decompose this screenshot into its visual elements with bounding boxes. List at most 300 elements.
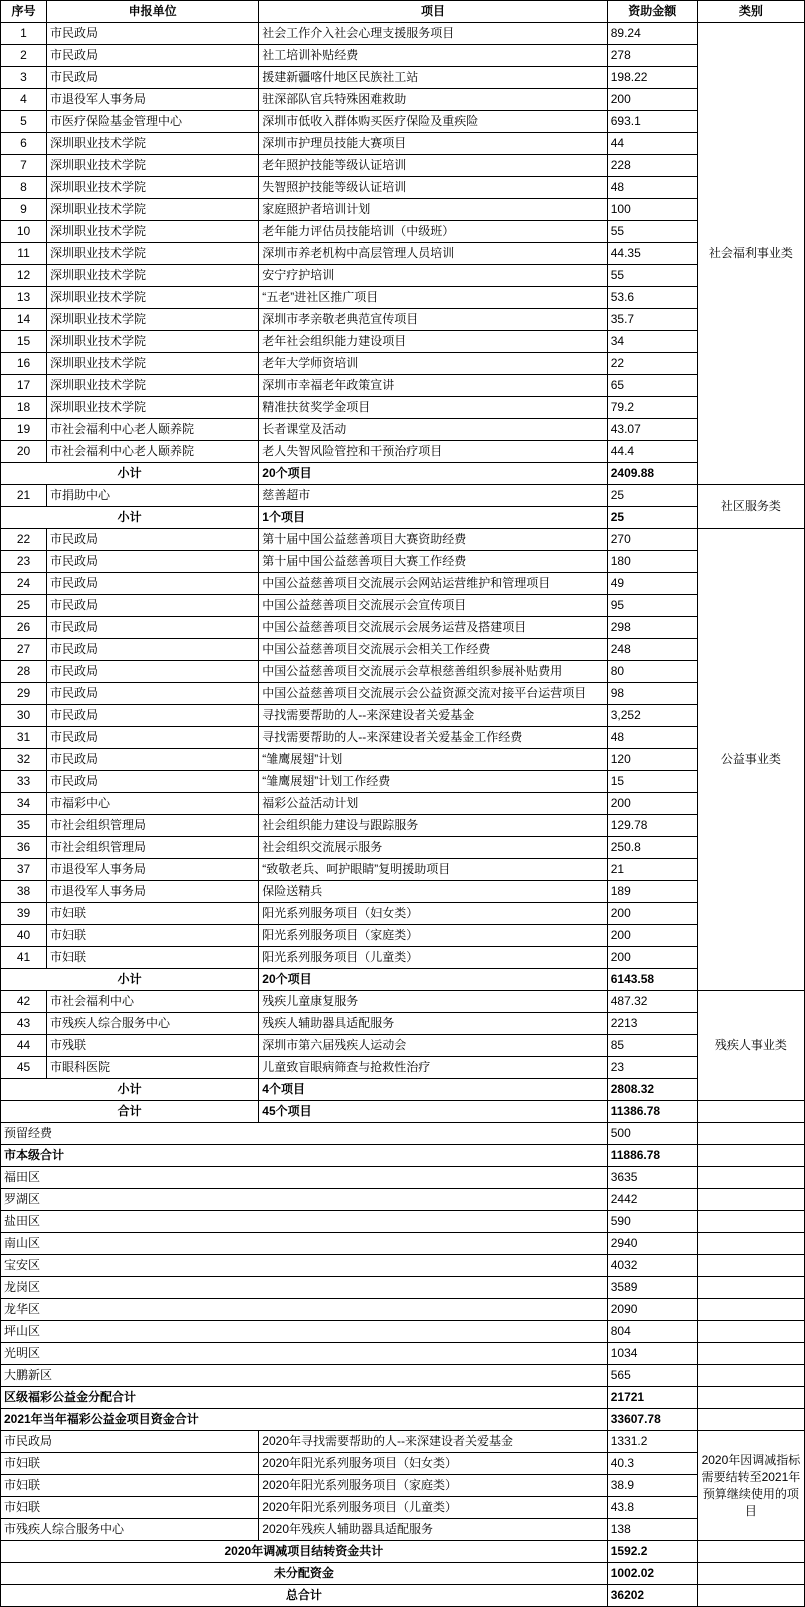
cell-no: 25 <box>1 595 47 617</box>
cell-amount: 79.2 <box>607 397 697 419</box>
cell-project: 老人失智风险管控和干预治疗项目 <box>259 441 607 463</box>
cell-unit: 市民政局 <box>47 771 259 793</box>
table-row <box>1 881 805 903</box>
cell-category-empty <box>697 1541 804 1563</box>
cell-no: 11 <box>1 243 47 265</box>
cell-project: “致敬老兵、呵护眼睛”复明援助项目 <box>259 859 607 881</box>
cell-district-amount: 565 <box>607 1365 697 1387</box>
cell-unit: 市民政局 <box>47 573 259 595</box>
table-row <box>1 815 805 837</box>
cell-unit: 市社会组织管理局 <box>47 837 259 859</box>
table-row <box>1 771 805 793</box>
cell-unit: 市妇联 <box>47 903 259 925</box>
table-row <box>1 683 805 705</box>
cell-unit: 市民政局 <box>47 45 259 67</box>
cell-no: 33 <box>1 771 47 793</box>
cell-category <box>697 529 804 991</box>
cell-carryover-project: 2020年阳光系列服务项目（儿童类） <box>259 1497 607 1519</box>
cell-no: 26 <box>1 617 47 639</box>
cell-carryover-project: 2020年寻找需要帮助的人--来深建设者关爱基金 <box>259 1431 607 1453</box>
cell-amount: 2213 <box>607 1013 697 1035</box>
cell-amount: 180 <box>607 551 697 573</box>
cell-project: 中国公益慈善项目交流展示会展务运营及搭建项目 <box>259 617 607 639</box>
cell-category <box>697 485 804 529</box>
cell-no: 43 <box>1 1013 47 1035</box>
cell-amount: 85 <box>607 1035 697 1057</box>
cell-subtotal-project: 4个项目 <box>259 1079 607 1101</box>
cell-district-total-amount: 21721 <box>607 1387 697 1409</box>
cell-unit: 市福彩中心 <box>47 793 259 815</box>
cell-amount: 35.7 <box>607 309 697 331</box>
cell-amount: 23 <box>607 1057 697 1079</box>
cell-amount: 44 <box>607 133 697 155</box>
table-row <box>1 1013 805 1035</box>
cell-project: 第十届中国公益慈善项目大赛工作经费 <box>259 551 607 573</box>
cell-project: 家庭照护者培训计划 <box>259 199 607 221</box>
cell-unit: 市民政局 <box>47 661 259 683</box>
cell-unit: 深圳职业技术学院 <box>47 177 259 199</box>
table-row <box>1 23 805 45</box>
table-row <box>1 199 805 221</box>
cell-no: 4 <box>1 89 47 111</box>
cell-amount: 49 <box>607 573 697 595</box>
cell-project: 社会工作介入社会心理支援服务项目 <box>259 23 607 45</box>
table-row <box>1 265 805 287</box>
category-label: 2020年因调减指标需要结转至2021年预算继续使用的项目 <box>701 1452 801 1518</box>
cell-subtotal-project: 20个项目 <box>259 969 607 991</box>
category-label: 公益事业类 <box>720 752 781 766</box>
district-row <box>1 1189 805 1211</box>
cell-district-amount: 804 <box>607 1321 697 1343</box>
cell-no: 1 <box>1 23 47 45</box>
cell-amount: 487.32 <box>607 991 697 1013</box>
cell-district-total-label: 区级福彩公益金分配合计 <box>1 1387 608 1409</box>
cell-no: 24 <box>1 573 47 595</box>
cell-unit: 市民政局 <box>47 683 259 705</box>
cell-amount: 55 <box>607 221 697 243</box>
district-total-row <box>1 1387 805 1409</box>
cell-carryover-unit: 市妇联 <box>1 1453 259 1475</box>
cell-district-amount: 2442 <box>607 1189 697 1211</box>
table-row <box>1 111 805 133</box>
cell-project: 长者课堂及活动 <box>259 419 607 441</box>
cell-amount: 44.35 <box>607 243 697 265</box>
cell-no: 37 <box>1 859 47 881</box>
cell-unit: 市民政局 <box>47 727 259 749</box>
cell-no: 27 <box>1 639 47 661</box>
cell-unit: 深圳职业技术学院 <box>47 353 259 375</box>
cell-category-empty <box>697 1167 804 1189</box>
cell-no: 6 <box>1 133 47 155</box>
cell-unit: 市退役军人事务局 <box>47 859 259 881</box>
cell-project: 失智照护技能等级认证培训 <box>259 177 607 199</box>
grand-total-row <box>1 1585 805 1607</box>
subtotal-row <box>1 463 805 485</box>
cell-category-empty <box>697 1365 804 1387</box>
cell-unit: 深圳职业技术学院 <box>47 155 259 177</box>
cell-amount: 89.24 <box>607 23 697 45</box>
cell-no: 18 <box>1 397 47 419</box>
cell-district-name: 宝安区 <box>1 1255 608 1277</box>
cell-category-empty <box>697 1409 804 1431</box>
cell-subtotal-amount: 6143.58 <box>607 969 697 991</box>
cell-subtotal-amount: 2808.32 <box>607 1079 697 1101</box>
district-row <box>1 1255 805 1277</box>
cell-amount: 248 <box>607 639 697 661</box>
table-row <box>1 595 805 617</box>
cell-district-name: 光明区 <box>1 1343 608 1365</box>
cell-district-amount: 2940 <box>607 1233 697 1255</box>
cell-no: 7 <box>1 155 47 177</box>
table-row <box>1 859 805 881</box>
cell-project: 深圳市养老机构中高层管理人员培训 <box>259 243 607 265</box>
cell-unit: 深圳职业技术学院 <box>47 287 259 309</box>
cell-no: 39 <box>1 903 47 925</box>
cell-amount: 100 <box>607 199 697 221</box>
cell-project: 中国公益慈善项目交流展示会宣传项目 <box>259 595 607 617</box>
cell-category-empty <box>697 1387 804 1409</box>
cell-no: 23 <box>1 551 47 573</box>
table-row <box>1 309 805 331</box>
cell-carryover-project: 2020年阳光系列服务项目（妇女类） <box>259 1453 607 1475</box>
table-row <box>1 1057 805 1079</box>
cell-amount: 298 <box>607 617 697 639</box>
cell-district-name: 龙华区 <box>1 1299 608 1321</box>
cell-unit: 市退役军人事务局 <box>47 881 259 903</box>
table-row <box>1 155 805 177</box>
cell-no: 3 <box>1 67 47 89</box>
carryover-row <box>1 1453 805 1475</box>
cell-unit: 市退役军人事务局 <box>47 89 259 111</box>
cell-project: 残疾人辅助器具适配服务 <box>259 1013 607 1035</box>
cell-project: 慈善超市 <box>259 485 607 507</box>
cell-amount: 15 <box>607 771 697 793</box>
cell-carryover-unit: 市民政局 <box>1 1431 259 1453</box>
cell-amount: 200 <box>607 947 697 969</box>
cell-no: 15 <box>1 331 47 353</box>
cell-amount: 98 <box>607 683 697 705</box>
subtotal-row <box>1 969 805 991</box>
cell-total-label: 合计 <box>1 1101 259 1123</box>
cell-subtotal-label: 小计 <box>1 507 259 529</box>
cell-unit: 市捐助中心 <box>47 485 259 507</box>
table-row <box>1 947 805 969</box>
cell-no: 10 <box>1 221 47 243</box>
carryover-row <box>1 1431 805 1453</box>
table-row <box>1 89 805 111</box>
cell-unit: 市民政局 <box>47 749 259 771</box>
column-header-project: 项目 <box>259 1 607 23</box>
cell-no: 32 <box>1 749 47 771</box>
cell-category-empty <box>697 1585 804 1607</box>
cell-project: 中国公益慈善项目交流展示会公益资源交流对接平台运营项目 <box>259 683 607 705</box>
column-header-category: 类别 <box>697 1 804 23</box>
table-row <box>1 177 805 199</box>
cell-district-amount: 2090 <box>607 1299 697 1321</box>
cell-reserve-label: 预留经费 <box>1 1123 608 1145</box>
table-row <box>1 243 805 265</box>
column-header-amount: 资助金额 <box>607 1 697 23</box>
cell-project: 深圳市孝亲敬老典范宣传项目 <box>259 309 607 331</box>
cell-amount: 44.4 <box>607 441 697 463</box>
cell-carryover-amount: 43.8 <box>607 1497 697 1519</box>
carryover-row <box>1 1497 805 1519</box>
cell-district-name: 坪山区 <box>1 1321 608 1343</box>
cell-category-empty <box>697 1211 804 1233</box>
cell-unit: 市眼科医院 <box>47 1057 259 1079</box>
cell-amount: 25 <box>607 485 697 507</box>
subtotal-row <box>1 507 805 529</box>
table-header-row <box>1 1 805 23</box>
cell-amount: 120 <box>607 749 697 771</box>
cell-project: 深圳市低收入群体购买医疗保险及重疾险 <box>259 111 607 133</box>
table-row <box>1 903 805 925</box>
cell-no: 22 <box>1 529 47 551</box>
cell-category-empty <box>697 1255 804 1277</box>
cell-project: “五老”进社区推广项目 <box>259 287 607 309</box>
table-row <box>1 485 805 507</box>
cell-unit: 深圳职业技术学院 <box>47 133 259 155</box>
cell-city-total-label: 市本级合计 <box>1 1145 608 1167</box>
cell-amount: 53.6 <box>607 287 697 309</box>
cell-amount: 693.1 <box>607 111 697 133</box>
table-body <box>1 23 805 1607</box>
cell-district-name: 罗湖区 <box>1 1189 608 1211</box>
cell-amount: 198.22 <box>607 67 697 89</box>
cell-carryover-project: 2020年残疾人辅助器具适配服务 <box>259 1519 607 1541</box>
cell-no: 36 <box>1 837 47 859</box>
cell-amount: 270 <box>607 529 697 551</box>
cell-carryover-total-amount: 1592.2 <box>607 1541 697 1563</box>
cell-carryover-amount: 40.3 <box>607 1453 697 1475</box>
cell-amount: 278 <box>607 45 697 67</box>
cell-unit: 市妇联 <box>47 947 259 969</box>
cell-category-empty <box>697 1563 804 1585</box>
cell-project: 社工培训补贴经费 <box>259 45 607 67</box>
cell-category-empty <box>697 1233 804 1255</box>
cell-no: 40 <box>1 925 47 947</box>
cell-no: 17 <box>1 375 47 397</box>
table-row <box>1 45 805 67</box>
table-row <box>1 67 805 89</box>
cell-unit: 市民政局 <box>47 617 259 639</box>
unallocated-row <box>1 1563 805 1585</box>
table-row <box>1 705 805 727</box>
cell-project: 精准扶贫奖学金项目 <box>259 397 607 419</box>
cell-amount: 34 <box>607 331 697 353</box>
column-header-no: 序号 <box>1 1 47 23</box>
total-row <box>1 1101 805 1123</box>
cell-grand-total-label: 总合计 <box>1 1585 608 1607</box>
cell-project: 阳光系列服务项目（儿童类） <box>259 947 607 969</box>
cell-city-total-amount: 11886.78 <box>607 1145 697 1167</box>
cell-unit: 市民政局 <box>47 529 259 551</box>
district-row <box>1 1233 805 1255</box>
cell-subtotal-project: 1个项目 <box>259 507 607 529</box>
cell-unit: 深圳职业技术学院 <box>47 243 259 265</box>
cell-subtotal-amount: 25 <box>607 507 697 529</box>
cell-category <box>697 23 804 485</box>
cell-district-name: 福田区 <box>1 1167 608 1189</box>
cell-unit: 深圳职业技术学院 <box>47 309 259 331</box>
cell-unit: 市民政局 <box>47 639 259 661</box>
cell-carryover-amount: 38.9 <box>607 1475 697 1497</box>
cell-project: 福彩公益活动计划 <box>259 793 607 815</box>
cell-amount: 80 <box>607 661 697 683</box>
table-row <box>1 397 805 419</box>
category-label: 残疾人事业类 <box>714 1038 787 1052</box>
table-row <box>1 287 805 309</box>
cell-no: 41 <box>1 947 47 969</box>
cell-amount: 65 <box>607 375 697 397</box>
cell-category-empty <box>697 1343 804 1365</box>
cell-no: 2 <box>1 45 47 67</box>
cell-no: 44 <box>1 1035 47 1057</box>
table-row <box>1 551 805 573</box>
cell-district-amount: 590 <box>607 1211 697 1233</box>
cell-category-empty <box>697 1145 804 1167</box>
cell-unit: 市民政局 <box>47 595 259 617</box>
cell-no: 38 <box>1 881 47 903</box>
cell-category-empty <box>697 1299 804 1321</box>
cell-carryover-unit: 市妇联 <box>1 1475 259 1497</box>
cell-subtotal-label: 小计 <box>1 969 259 991</box>
cell-unit: 市医疗保险基金管理中心 <box>47 111 259 133</box>
cell-amount: 55 <box>607 265 697 287</box>
cell-unit: 深圳职业技术学院 <box>47 397 259 419</box>
reserve-row <box>1 1123 805 1145</box>
cell-unit: 市民政局 <box>47 23 259 45</box>
cell-project: 残疾儿童康复服务 <box>259 991 607 1013</box>
cell-district-amount: 4032 <box>607 1255 697 1277</box>
cell-unit: 深圳职业技术学院 <box>47 265 259 287</box>
cell-subtotal-project: 20个项目 <box>259 463 607 485</box>
cell-reserve-amount: 500 <box>607 1123 697 1145</box>
table-row <box>1 749 805 771</box>
cell-unit: 市残联 <box>47 1035 259 1057</box>
district-row <box>1 1277 805 1299</box>
cell-district-amount: 1034 <box>607 1343 697 1365</box>
table-row <box>1 353 805 375</box>
cell-project: 阳光系列服务项目（妇女类） <box>259 903 607 925</box>
table-row <box>1 331 805 353</box>
cell-unit: 市社会福利中心 <box>47 991 259 1013</box>
cell-amount: 21 <box>607 859 697 881</box>
table-row <box>1 617 805 639</box>
district-row <box>1 1321 805 1343</box>
cell-project: 深圳市护理员技能大赛项目 <box>259 133 607 155</box>
cell-category-empty <box>697 1321 804 1343</box>
district-row <box>1 1211 805 1233</box>
cell-carryover-amount: 138 <box>607 1519 697 1541</box>
cell-carryover-unit: 市妇联 <box>1 1497 259 1519</box>
cell-category-empty <box>697 1189 804 1211</box>
cell-unit: 深圳职业技术学院 <box>47 199 259 221</box>
table-row <box>1 419 805 441</box>
cell-amount: 200 <box>607 925 697 947</box>
cell-unallocated-amount: 1002.02 <box>607 1563 697 1585</box>
cell-amount: 250.8 <box>607 837 697 859</box>
cell-amount: 129.78 <box>607 815 697 837</box>
cell-no: 20 <box>1 441 47 463</box>
table-row <box>1 793 805 815</box>
cell-project: 中国公益慈善项目交流展示会网站运营维护和管理项目 <box>259 573 607 595</box>
cell-no: 16 <box>1 353 47 375</box>
subtotal-row <box>1 1079 805 1101</box>
cell-amount: 200 <box>607 903 697 925</box>
carryover-row <box>1 1519 805 1541</box>
table-row <box>1 441 805 463</box>
cell-project: 老年社会组织能力建设项目 <box>259 331 607 353</box>
table-row <box>1 529 805 551</box>
table-row <box>1 991 805 1013</box>
cell-carryover-amount: 1331.2 <box>607 1431 697 1453</box>
cell-subtotal-label: 小计 <box>1 463 259 485</box>
cell-unit: 市社会福利中心老人颐养院 <box>47 419 259 441</box>
cell-unit: 深圳职业技术学院 <box>47 375 259 397</box>
district-row <box>1 1167 805 1189</box>
district-row <box>1 1365 805 1387</box>
table-row <box>1 1035 805 1057</box>
cell-district-name: 大鹏新区 <box>1 1365 608 1387</box>
table-row <box>1 639 805 661</box>
cell-grand-total-amount: 36202 <box>607 1585 697 1607</box>
cell-district-name: 盐田区 <box>1 1211 608 1233</box>
cell-project: 第十届中国公益慈善项目大赛资助经费 <box>259 529 607 551</box>
cell-amount: 189 <box>607 881 697 903</box>
cell-no: 42 <box>1 991 47 1013</box>
cell-amount: 48 <box>607 177 697 199</box>
cell-subtotal-amount: 2409.88 <box>607 463 697 485</box>
cell-project: 安宁疗护培训 <box>259 265 607 287</box>
cell-no: 21 <box>1 485 47 507</box>
cell-carryover-project: 2020年阳光系列服务项目（家庭类） <box>259 1475 607 1497</box>
cell-amount: 200 <box>607 793 697 815</box>
cell-project: 寻找需要帮助的人--来深建设者关爱基金工作经费 <box>259 727 607 749</box>
carryover-row <box>1 1475 805 1497</box>
cell-category-empty <box>697 1123 804 1145</box>
cell-district-name: 龙岗区 <box>1 1277 608 1299</box>
cell-amount: 3,252 <box>607 705 697 727</box>
category-label: 社会福利事业类 <box>708 246 793 260</box>
cell-carryover-unit: 市残疾人综合服务中心 <box>1 1519 259 1541</box>
cell-project: 社会组织交流展示服务 <box>259 837 607 859</box>
table-row <box>1 727 805 749</box>
cell-no: 31 <box>1 727 47 749</box>
table-row <box>1 661 805 683</box>
cell-unit: 市残疾人综合服务中心 <box>47 1013 259 1035</box>
cell-no: 28 <box>1 661 47 683</box>
cell-unit: 市社会组织管理局 <box>47 815 259 837</box>
cell-project: 老年照护技能等级认证培训 <box>259 155 607 177</box>
cell-amount: 200 <box>607 89 697 111</box>
cell-district-amount: 3635 <box>607 1167 697 1189</box>
table-row <box>1 573 805 595</box>
cell-district-name: 南山区 <box>1 1233 608 1255</box>
cell-district-amount: 3589 <box>607 1277 697 1299</box>
cell-project: 寻找需要帮助的人--来深建设者关爱基金 <box>259 705 607 727</box>
cell-project: 社会组织能力建设与跟踪服务 <box>259 815 607 837</box>
cell-project: 儿童致盲眼病筛查与抢救性治疗 <box>259 1057 607 1079</box>
table-row <box>1 133 805 155</box>
cell-unit: 深圳职业技术学院 <box>47 331 259 353</box>
cell-amount: 228 <box>607 155 697 177</box>
cell-no: 13 <box>1 287 47 309</box>
cell-year-total-label: 2021年当年福彩公益金项目资金合计 <box>1 1409 608 1431</box>
cell-project: 深圳市幸福老年政策宣讲 <box>259 375 607 397</box>
cell-carryover-category <box>697 1431 804 1541</box>
cell-no: 12 <box>1 265 47 287</box>
